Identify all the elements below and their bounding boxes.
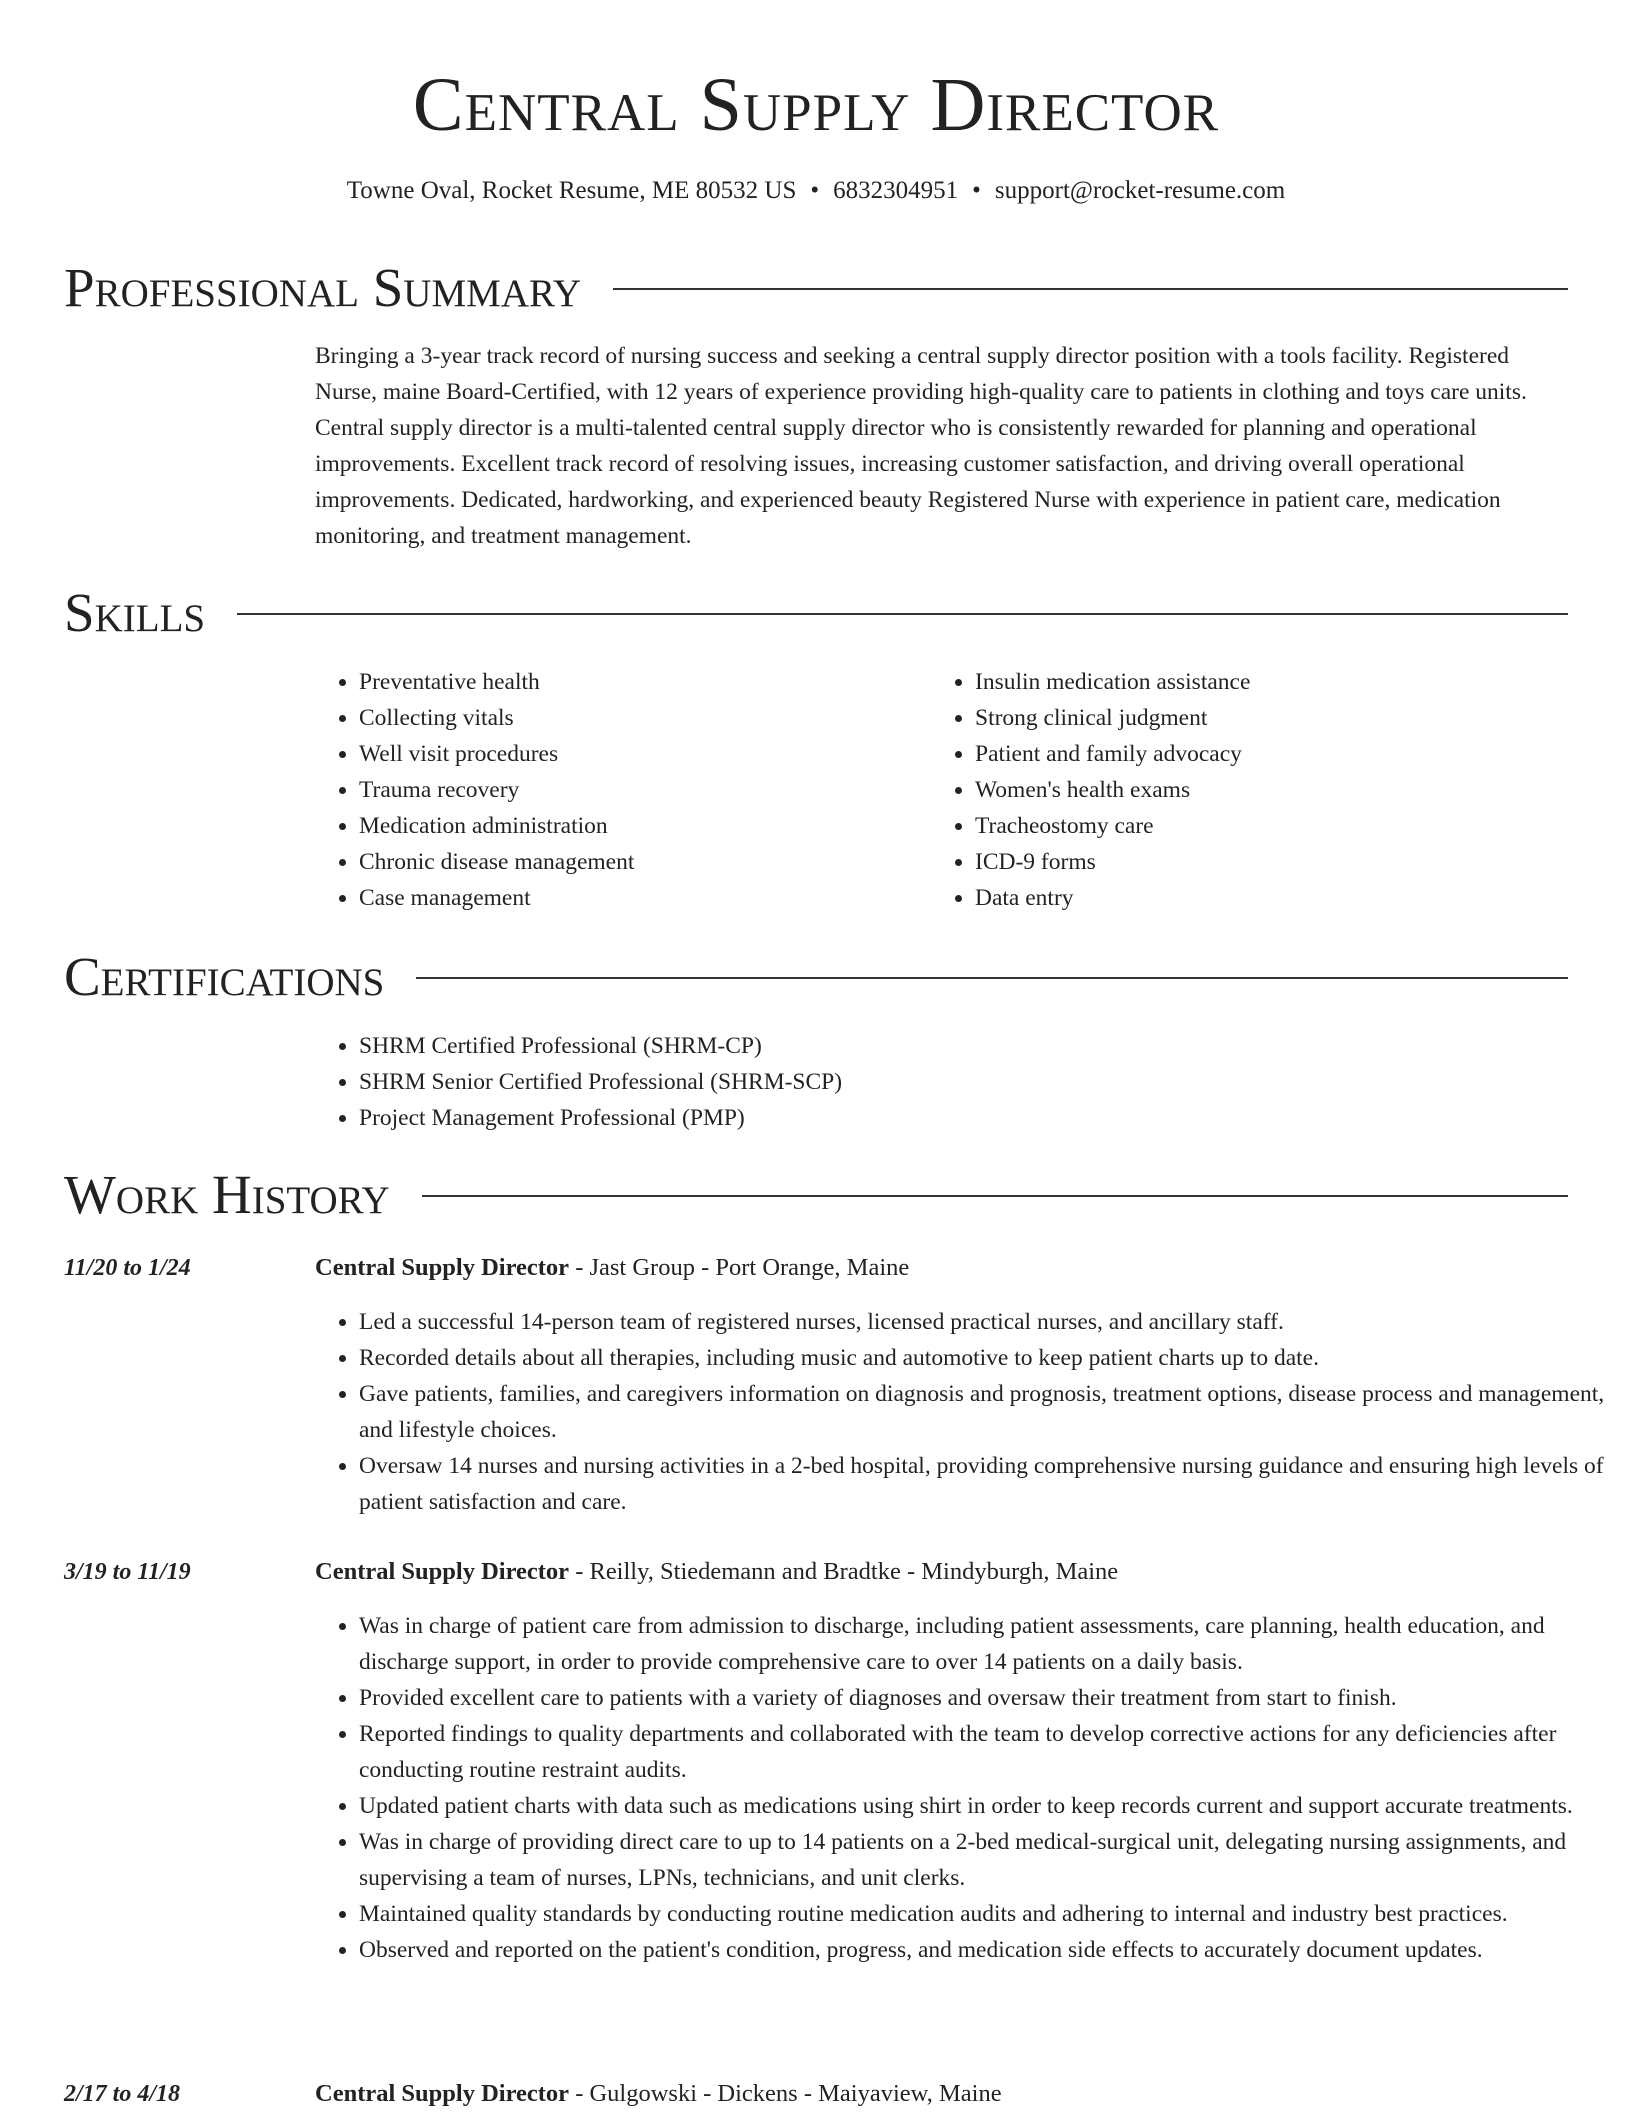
skills-section-header xyxy=(64,583,1568,643)
skill-item: • Patient and family advocacy xyxy=(975,736,1575,772)
job-bullets xyxy=(315,1608,1619,1968)
skill-item: • Strong clinical judgment xyxy=(975,700,1575,736)
job-title: Central Supply Director xyxy=(315,1254,570,1281)
job-bullet: • Provided excellent care to patients with a variety of diagnoses and oversaw their treatment from start to finish. xyxy=(359,1680,1619,1716)
job-dates: 3/19 to 11/19 xyxy=(64,1559,191,1585)
job-bullet: • Oversaw 14 nurses and nursing activities in a 2-bed hospital, providing comprehensive nursing guidance and ensuring high levels of patient satisfaction and care. xyxy=(359,1448,1619,1520)
job-dates: 2/17 to 4/18 xyxy=(64,2081,181,2107)
certifications-section-header xyxy=(64,947,1568,1007)
contact-address: Towne Oval, Rocket Resume, ME 80532 US xyxy=(346,177,797,204)
skills-heading: Skills xyxy=(64,582,206,643)
summary-section-header xyxy=(64,258,1568,318)
skill-item: • Case management xyxy=(359,880,919,916)
contact-phone: 6832304951 xyxy=(833,177,959,204)
certification-item: • SHRM Certified Professional (SHRM-CP) xyxy=(359,1028,1559,1064)
contact-email: support@rocket-resume.com xyxy=(994,177,1286,204)
job-bullet: • Reported findings to quality departments and collaborated with the team to develop corrective actions for any deficiencies after conducting routine restraint audits. xyxy=(359,1716,1619,1788)
skill-item: • Preventative health xyxy=(359,664,919,700)
section-rule xyxy=(416,977,1568,979)
certifications-heading: Certifications xyxy=(64,946,385,1007)
job-dates: 11/20 to 1/24 xyxy=(64,1255,191,1281)
skill-item: • Tracheostomy care xyxy=(975,808,1575,844)
job-details: - Jast Group - Port Orange, Maine xyxy=(569,1254,910,1281)
skill-item: • Data entry xyxy=(975,880,1575,916)
job-bullet: • Recorded details about all therapies, including music and automotive to keep patient charts up to date. xyxy=(359,1340,1619,1376)
job-bullet: • Led a successful 14-person team of registered nurses, licensed practical nurses, and ancillary staff. xyxy=(359,1304,1619,1340)
job-bullet: • Observed and reported on the patient's condition, progress, and medication side effects to accurately document updates. xyxy=(359,1932,1619,1968)
contact-separator: • xyxy=(972,177,981,204)
section-rule xyxy=(237,613,1568,615)
work-section-header xyxy=(64,1165,1568,1225)
skill-item: • Trauma recovery xyxy=(359,772,919,808)
resume-name: Central Supply Director xyxy=(412,63,1220,147)
job-title-line xyxy=(315,1250,1575,1286)
contact-line xyxy=(0,174,1632,208)
skill-item: • Insulin medication assistance xyxy=(975,664,1575,700)
skill-item: • Chronic disease management xyxy=(359,844,919,880)
job-bullet: • Updated patient charts with data such as medications using shirt in order to keep records current and support accurate treatments. xyxy=(359,1788,1619,1824)
job-bullets xyxy=(315,1304,1619,1520)
section-rule xyxy=(422,1195,1568,1197)
section-rule xyxy=(613,288,1568,290)
skill-item: • Collecting vitals xyxy=(359,700,919,736)
skills-list-right xyxy=(931,664,1575,916)
skill-item: • ICD-9 forms xyxy=(975,844,1575,880)
certification-item: • SHRM Senior Certified Professional (SHRM-SCP) xyxy=(359,1064,1559,1100)
job-bullet: • Was in charge of providing direct care to up to 14 patients on a 2-bed medical-surgical unit, delegating nursing assignments, and supervising a team of nurses, LPNs, technicians, and unit clerks. xyxy=(359,1824,1619,1896)
job-title: Central Supply Director xyxy=(315,1558,570,1585)
skill-item: • Women's health exams xyxy=(975,772,1575,808)
job-bullet: • Gave patients, families, and caregivers information on diagnosis and prognosis, treatment options, disease process and management, and lifestyle choices. xyxy=(359,1376,1619,1448)
job-title-line xyxy=(315,2076,1575,2112)
contact-separator: • xyxy=(810,177,820,204)
work-heading: Work History xyxy=(64,1164,390,1225)
summary-text: Bringing a 3-year track record of nursing success and seeking a central supply director position with a tools facility. Registered Nurse, maine Board-Certified, with 12 years of experience providing high-quality care to patients in clothing and toys care units. Central supply director is a multi-talented central supply director who is consistently rewarded for planning and operational improvements. Excellent track record of resolving issues, increasing customer satisfaction, and driving overall operational improvements. Dedicated, hardworking, and experienced beauty Registered Nurse with experience in patient care, medication monitoring, and treatment management. xyxy=(315,343,1527,549)
certifications-list xyxy=(315,1028,1559,1136)
skill-item: • Well visit procedures xyxy=(359,736,919,772)
job-title: Central Supply Director xyxy=(315,2080,570,2107)
job-details: - Gulgowski - Dickens - Maiyaview, Maine xyxy=(569,2080,1002,2107)
job-bullet: • Maintained quality standards by conducting routine medication audits and adhering to internal and industry best practices. xyxy=(359,1896,1619,1932)
skills-list-left xyxy=(315,664,919,916)
skill-item: • Medication administration xyxy=(359,808,919,844)
summary-heading: Professional Summary xyxy=(64,257,582,318)
job-title-line xyxy=(315,1554,1575,1590)
job-bullet: • Was in charge of patient care from admission to discharge, including patient assessments, care planning, health education, and discharge support, in order to provide comprehensive care to over 14 patients on a daily basis. xyxy=(359,1608,1619,1680)
job-details: - Reilly, Stiedemann and Bradtke - Mindyburgh, Maine xyxy=(569,1558,1119,1585)
certification-item: • Project Management Professional (PMP) xyxy=(359,1100,1559,1136)
